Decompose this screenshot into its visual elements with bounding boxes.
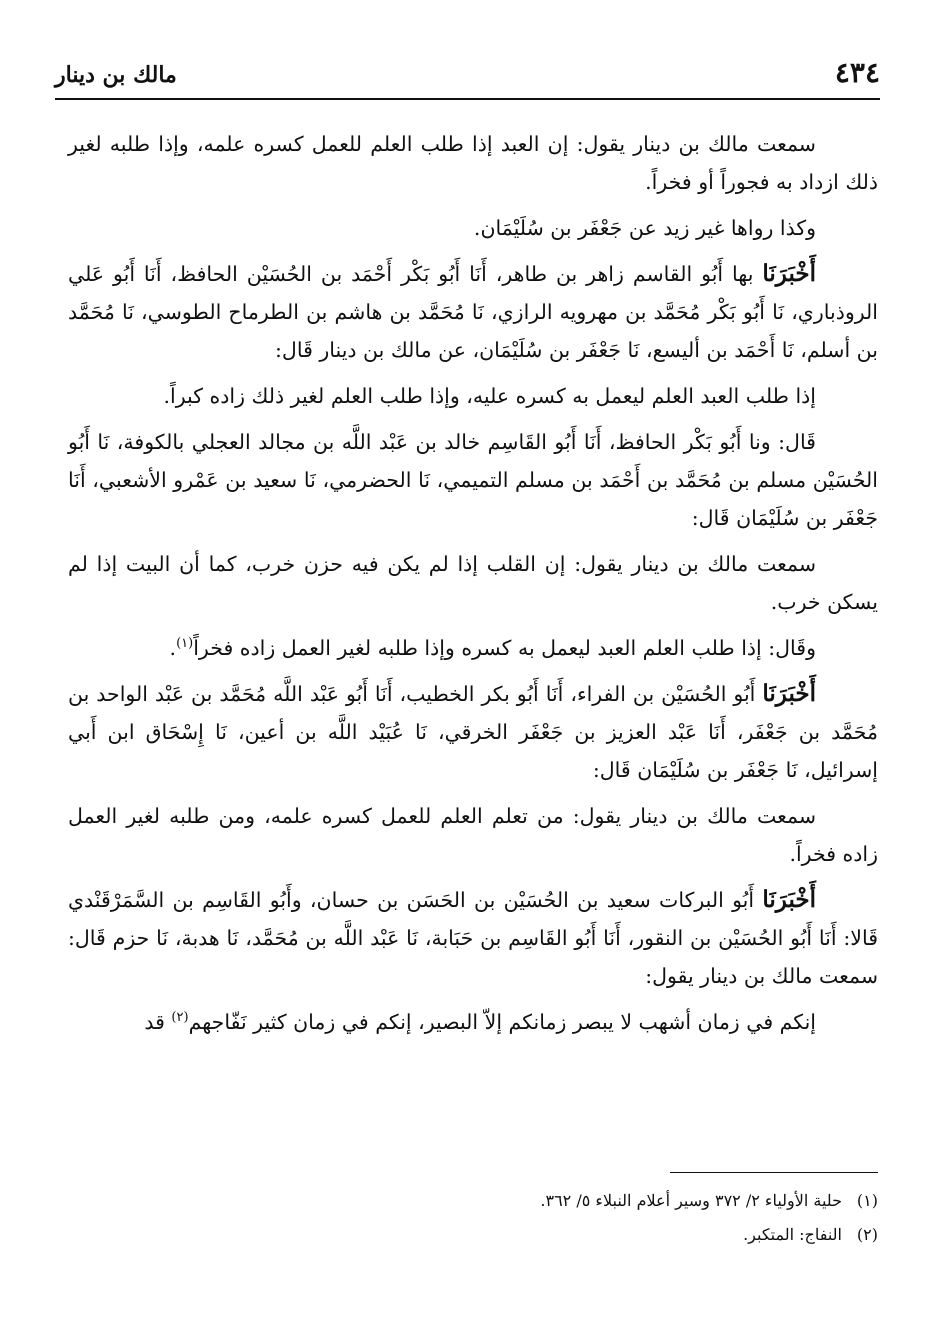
paragraph-quote [68, 629, 878, 667]
paragraph-text: إنكم في زمان أشهب لا يبصر زمانكم إلاّ البصير، إنكم في زمان كثير نَفّاجهم [188, 1010, 816, 1034]
paragraph-text: سمعت مالك بن دينار يقول: إن العبد إذا طلب العلم للعمل كسره علمه، وإذا طلبه لغير ذلك ازداد به فجوراً أو فخراً. [68, 132, 878, 194]
paragraph-text: قَال: ونا أَبُو بَكْر الحافظ، أَنَا أَبُو القَاسِم خالد بن عَبْد اللَّه بن مجالد العجلي بالكوفة، نَا أَبُو الحُسَيْن مسلم بن مُحَمَّد بن أَحْمَد بن مسلم التميمي، نَا الحضرمي، نَا سعيد بن عَمْرو الأشعبي، أَنَا جَعْفَر بن سُلَيْمَان قَال: [68, 430, 878, 530]
footnote-number: (٢) [856, 1225, 878, 1244]
akhbarana-lead: أَخْبَرَنَا [762, 886, 816, 913]
paragraph-text: بها أَبُو القاسم زاهر بن طاهر، أَنَا أَبُو بَكْر أَحْمَد بن الحُسَيْن الحافظ، أَنَا أَبُو عَلي الروذباري، نَا أَبُو بَكْر مُحَمَّد بن مهرويه الرازي، نَا مُحَمَّد بن هاشم بن الطرماح الطوسي، نَا مُحَمَّد بن أسلم، نَا أَحْمَد بن أليسع، نَا جَعْفَر بن سُلَيْمَان، عن مالك بن دينار قَال: [68, 262, 878, 362]
footnote-text: النفاج: المتكبر. [743, 1225, 842, 1244]
paragraph-quote [68, 1003, 878, 1041]
main-text [68, 125, 878, 1049]
paragraph-isnad [68, 423, 878, 537]
page-header [55, 52, 880, 100]
paragraph-text: وقَال: إذا طلب العلم العبد ليعمل به كسره وإذا طلبه لغير العمل زاده فخراً [193, 636, 816, 660]
paragraph-isnad [68, 255, 878, 369]
footnote-divider [670, 1172, 878, 1173]
paragraph-quote [68, 545, 878, 621]
paragraph-quote [68, 125, 878, 201]
footnote-item [68, 1218, 878, 1252]
paragraph-text: أَبُو الحُسَيْن بن الفراء، أَنَا أَبُو بكر الخطيب، أَنَا أَبُو عَبْد اللَّه مُحَمَّد بن عَبْد الواحد بن مُحَمَّد بن جَعْفَر، أَنَا عَبْد العزيز بن جَعْفَر الخرقي، نَا عُبَيْد اللَّه بن أعين، نَا إِسْحَاق ابن أَبي إسرائيل، نَا جَعْفَر بن سُلَيْمَان قَال: [68, 682, 878, 782]
akhbarana-lead: أَخْبَرَنَا [762, 680, 816, 707]
paragraph-tail: قد [144, 1010, 172, 1034]
footnote-marker: (٢) [171, 1010, 189, 1026]
footnote-text: حلية الأولياء ٢/ ٣٧٢ وسير أعلام النبلاء ٥/ ٣٦٢. [540, 1191, 842, 1210]
paragraph-text: سمعت مالك بن دينار يقول: من تعلم العلم للعمل كسره علمه، ومن طلبه لغير العمل زاده فخراً. [68, 804, 878, 866]
paragraph-text: سمعت مالك بن دينار يقول: إن القلب إذا لم يكن فيه حزن خرب، كما أن البيت إذا لم يسكن خرب. [68, 552, 878, 614]
akhbarana-lead: أَخْبَرَنَا [762, 260, 816, 287]
paragraph-quote [68, 377, 878, 415]
footnote-item [68, 1184, 878, 1218]
paragraph-isnad [68, 675, 878, 789]
paragraph-note [68, 209, 878, 247]
running-title: مالك بن دينار [55, 62, 177, 88]
paragraph-quote [68, 797, 878, 873]
footnotes [68, 1184, 878, 1252]
paragraph-text: أَبُو البركات سعيد بن الحُسَيْن بن الحَسَن بن حسان، وأَبُو القَاسِم بن السَّمَرْقَنْدي قَالا: أَنَا أَبُو الحُسَيْن بن النقور، أَنَا أَبُو القَاسِم بن حَبَابة، نَا عَبْد اللَّه بن مُحَمَّد، نَا هدبة، نَا حزم قَال: سمعت مالك بن دينار يقول: [68, 888, 878, 988]
footnote-marker: (١) [176, 636, 194, 652]
paragraph-text: وكذا رواها غير زيد عن جَعْفَر بن سُلَيْمَان. [473, 216, 816, 240]
paragraph-text: إذا طلب العبد العلم ليعمل به كسره عليه، وإذا طلب العلم لغير ذلك زاده كبراً. [163, 384, 816, 408]
paragraph-tail: . [169, 636, 177, 660]
footnote-number: (١) [856, 1191, 878, 1210]
paragraph-isnad [68, 881, 878, 995]
page-number: ٤٣٤ [834, 56, 880, 89]
